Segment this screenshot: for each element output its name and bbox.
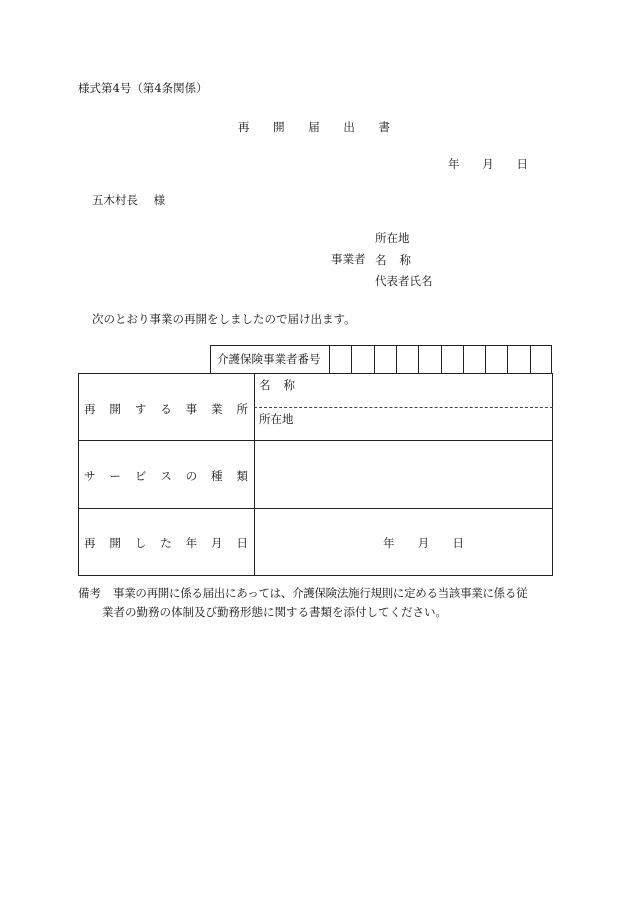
addressee-honorific: 様 bbox=[153, 193, 166, 207]
label-char: す bbox=[134, 402, 147, 416]
remarks-line-2: 業者の勤務の体制及び勤務形態に関する書類を添付してください。 bbox=[102, 605, 447, 619]
applicant-location-label: 所在地 bbox=[375, 231, 410, 245]
applicant-name-label bbox=[375, 252, 411, 268]
divider bbox=[485, 345, 486, 374]
facility-location-label: 所在地 bbox=[259, 412, 294, 426]
divider bbox=[329, 345, 330, 374]
remarks-label: 備考 bbox=[78, 586, 101, 600]
name-char: 名 bbox=[375, 253, 387, 267]
reopen-date bbox=[383, 535, 464, 551]
label-char: サ bbox=[84, 469, 96, 483]
facility-name-label bbox=[259, 377, 295, 393]
label-char: 種 bbox=[211, 469, 223, 483]
label-char: ビ bbox=[134, 469, 147, 483]
document-title bbox=[238, 119, 390, 135]
label-char: 事 bbox=[185, 402, 198, 416]
label-column-divider bbox=[254, 373, 255, 576]
label-char: 月 bbox=[211, 536, 223, 550]
remarks-line-1: 事業の再開に係る届出にあっては、介護保険法施行規則に定める当該事業に係る従 bbox=[113, 586, 528, 600]
divider bbox=[396, 345, 397, 374]
label-char: し bbox=[134, 536, 147, 550]
year-label: 年 bbox=[448, 157, 460, 171]
label-char: 名 bbox=[259, 378, 271, 392]
reopen-date-label bbox=[84, 535, 248, 551]
label-char: 開 bbox=[109, 536, 121, 550]
form-number: 様式第4号（第4条関係） bbox=[78, 81, 208, 95]
title-char: 出 bbox=[343, 120, 355, 134]
row-divider bbox=[78, 508, 553, 509]
label-char: 所 bbox=[236, 402, 248, 416]
title-char: 再 bbox=[238, 120, 250, 134]
label-char: る bbox=[160, 402, 172, 416]
title-char: 開 bbox=[273, 120, 285, 134]
label-char: た bbox=[160, 536, 172, 550]
year-label: 年 bbox=[383, 536, 395, 550]
label-char: 再 bbox=[84, 536, 96, 550]
label-char: 称 bbox=[283, 378, 295, 392]
name-char: 称 bbox=[399, 253, 411, 267]
service-type-label bbox=[84, 468, 248, 484]
label-char: 日 bbox=[236, 536, 248, 550]
label-char: ス bbox=[160, 469, 172, 483]
insurer-number-label: 介護保険事業者番号 bbox=[217, 352, 321, 366]
facility-label bbox=[84, 401, 248, 417]
label-char: 再 bbox=[84, 402, 96, 416]
divider bbox=[351, 345, 352, 374]
applicant-representative-label: 代表者氏名 bbox=[375, 274, 433, 288]
addressee-name: 五木村長 bbox=[92, 193, 138, 207]
divider bbox=[507, 345, 508, 374]
day-label: 日 bbox=[516, 157, 528, 171]
month-label: 月 bbox=[417, 536, 430, 550]
divider bbox=[530, 345, 531, 374]
label-char: 業 bbox=[211, 402, 223, 416]
month-label: 月 bbox=[482, 157, 494, 171]
divider bbox=[441, 345, 442, 374]
label-char: 年 bbox=[185, 536, 198, 550]
divider bbox=[463, 345, 464, 374]
title-char: 書 bbox=[378, 120, 390, 134]
label-char: の bbox=[185, 469, 198, 483]
title-char: 届 bbox=[308, 120, 320, 134]
applicant-prefix: 事業者 bbox=[331, 252, 366, 266]
statement: 次のとおり事業の再開をしましたので届け出ます。 bbox=[92, 312, 356, 326]
divider bbox=[418, 345, 419, 374]
row-divider bbox=[78, 440, 553, 441]
label-char: 類 bbox=[236, 469, 248, 483]
submission-date bbox=[448, 156, 528, 172]
dashed-divider bbox=[254, 407, 553, 408]
addressee bbox=[92, 193, 165, 207]
day-label: 日 bbox=[452, 536, 464, 550]
label-char: 開 bbox=[109, 402, 121, 416]
label-char: ー bbox=[109, 469, 121, 483]
divider bbox=[374, 345, 375, 374]
